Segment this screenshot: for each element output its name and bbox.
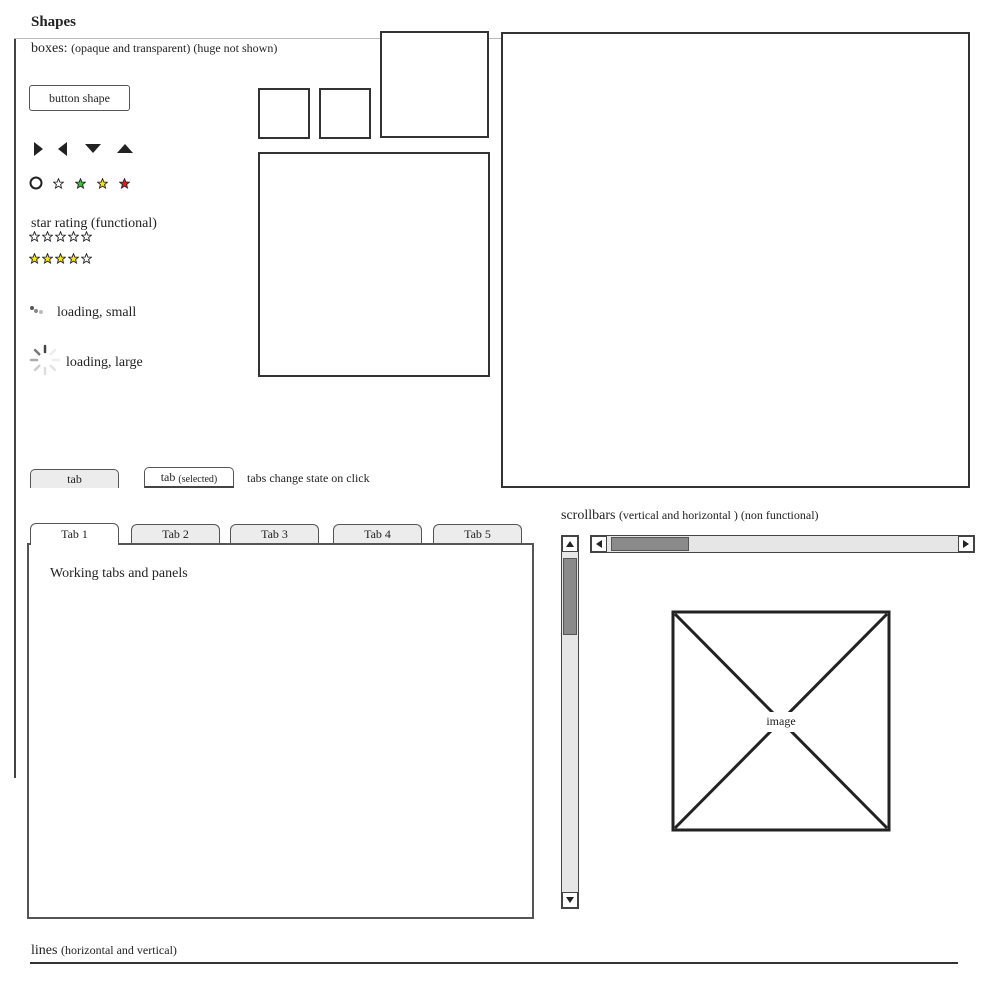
tab-demo-selected-label: tab	[160, 470, 176, 484]
image-placeholder	[671, 610, 891, 832]
star-icon	[75, 178, 86, 189]
loading-small-label: loading, small	[57, 305, 137, 320]
box-small-1	[258, 88, 310, 139]
panel-tab-3[interactable]: Tab 3	[230, 524, 319, 544]
scroll-left-button[interactable]	[591, 536, 607, 552]
box-medium	[380, 31, 489, 138]
box-small-2	[319, 88, 371, 139]
rating-star-icon[interactable]	[29, 253, 40, 264]
boxes-label	[31, 41, 277, 57]
panel-tab-4[interactable]: Tab 4	[333, 524, 422, 544]
tab-panel	[27, 543, 534, 919]
rating-star-icon[interactable]	[42, 253, 53, 264]
boxes-note: (opaque and transparent) (huge not shown)	[71, 41, 278, 55]
panel-tab-5[interactable]: Tab 5	[433, 524, 522, 544]
horizontal-scrollbar[interactable]	[590, 535, 975, 553]
star-rating-empty[interactable]	[29, 231, 92, 242]
tab-demo-selected-note: (selected)	[178, 474, 218, 485]
rating-star-icon[interactable]	[81, 253, 92, 264]
image-label: image	[766, 714, 796, 728]
rating-star-icon[interactable]	[68, 231, 79, 242]
lines-title: lines	[31, 943, 58, 958]
rating-star-icon[interactable]	[29, 231, 40, 242]
star-rating-label: star rating (functional)	[31, 216, 157, 231]
triangle-left-icon	[58, 142, 67, 156]
loading-large-label: loading, large	[66, 355, 143, 370]
vertical-scrollbar[interactable]	[561, 535, 579, 909]
boxes-title: boxes:	[31, 41, 68, 56]
triangle-down-icon	[85, 144, 101, 153]
scrollbars-note: (vertical and horizontal ) (non functional)	[618, 508, 819, 522]
tab-demo-selected[interactable]	[144, 467, 234, 488]
button-shape[interactable]: button shape	[29, 85, 130, 111]
shapes-row	[29, 176, 130, 190]
arrow-up-icon	[565, 540, 575, 548]
tab-demo[interactable]: tab	[30, 469, 119, 488]
panel-tab-1[interactable]: Tab 1	[30, 523, 119, 545]
page-title: Shapes	[31, 14, 77, 30]
scrollbars-label	[561, 508, 819, 524]
lines-note: (horizontal and vertical)	[60, 943, 177, 957]
scrollbars-title: scrollbars	[561, 508, 616, 523]
frame-left-line	[14, 38, 16, 778]
arrows-row	[31, 140, 141, 163]
vertical-scroll-thumb[interactable]	[563, 558, 577, 635]
star-icon	[119, 178, 130, 189]
rating-star-icon[interactable]	[55, 253, 66, 264]
star-icon	[53, 178, 64, 189]
tab-panel-content: Working tabs and panels	[50, 566, 188, 581]
horizontal-scroll-thumb[interactable]	[611, 537, 689, 551]
rating-star-icon[interactable]	[68, 253, 79, 264]
scroll-up-button[interactable]	[562, 536, 578, 552]
box-large	[258, 152, 490, 377]
triangle-up-icon	[117, 144, 133, 153]
tabs-note: tabs change state on click	[247, 471, 370, 485]
horizontal-line	[30, 962, 958, 964]
rating-star-icon[interactable]	[42, 231, 53, 242]
loading-small-icon	[29, 304, 45, 322]
lines-label	[31, 943, 177, 959]
box-extra-large	[501, 32, 970, 488]
circle-icon	[29, 176, 43, 190]
arrow-down-icon	[565, 896, 575, 904]
star-rating-filled[interactable]	[29, 253, 92, 264]
colored-stars	[53, 178, 130, 189]
star-icon	[97, 178, 108, 189]
scroll-down-button[interactable]	[562, 892, 578, 908]
arrow-right-icon	[962, 539, 970, 549]
arrow-left-icon	[595, 539, 603, 549]
rating-star-icon[interactable]	[55, 231, 66, 242]
scroll-right-button[interactable]	[958, 536, 974, 552]
rating-star-icon[interactable]	[81, 231, 92, 242]
triangle-right-icon	[34, 142, 43, 156]
panel-tab-2[interactable]: Tab 2	[131, 524, 220, 544]
loading-large-icon	[28, 343, 62, 382]
